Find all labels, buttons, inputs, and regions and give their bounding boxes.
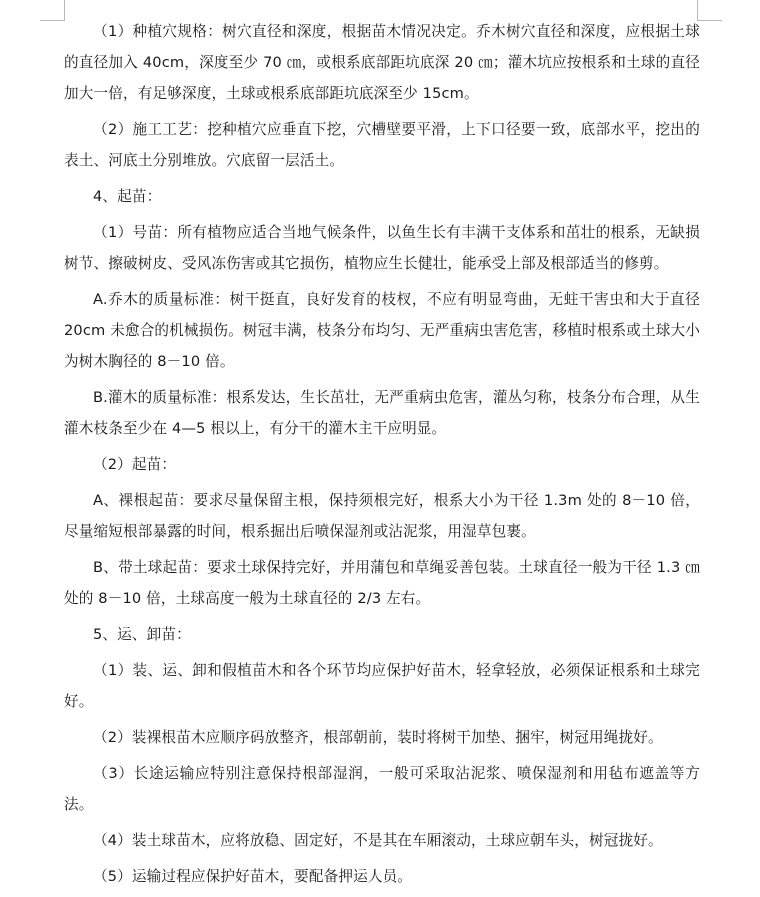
page-corner-mark-top-left [40,0,65,21]
paragraph-handling-protection: （1）装、运、卸和假植苗木和各个环节均应保护好苗木，轻拿轻放，必须保证根系和土球完好。 [64,662,700,710]
paragraph-construction-process: （2）施工工艺：挖种植穴应垂直下挖，穴槽壁要平滑，上下口径要一致，底部水平，挖出的表土、河底土分别堆放。穴底留一层活土。 [64,121,700,169]
paragraph-marking-seedlings: （1）号苗：所有植物应适合当地气候条件，以鱼生长有丰满干支体系和茁壮的根系，无缺损树节、擦破树皮、受风冻伤害或其它损伤，植物应生长健壮，能承受上部及根部适当的修剪。 [64,224,700,272]
paragraph-bare-root-lifting: A、裸根起苗：要求尽量保留主根，保持须根完好，根系大小为干径 1.3m 处的 8－10 倍，尽量缩短根部暴露的时间，根系掘出后喷保湿剂或沾泥浆，用湿草包裹。 [64,492,700,540]
section-heading-transport-unloading: 5、运、卸苗： [93,626,191,643]
paragraph-bare-root-loading: （2）装裸根苗木应顺序码放整齐，根部朝前，装时将树干加垫、捆牢，树冠用绳拢好。 [93,729,663,746]
paragraph-long-distance-transport: （3）长途运输应特别注意保持根部湿润，一般可采取沾泥浆、喷保湿剂和用毡布遮盖等方法。 [64,765,700,813]
paragraph-planting-pit-spec: （1）种植穴规格：树穴直径和深度，根据苗木情况决定。乔木树穴直径和深度，应根据土球的直径加入 40cm，深度至少 70 ㎝，或根系底部距坑底深 20 ㎝；灌木坑应按根系和土球的直径加大一倍，有足够深度，土球或根系底部距坑底深至少 15cm。 [64,23,700,102]
paragraph-root-ball-loading: （4）装土球苗木，应将放稳、固定好，不是其在车厢滚动，土球应朝车头，树冠拢好。 [93,832,663,849]
paragraph-root-ball-lifting: B、带土球起苗：要求土球保持完好，并用蒲包和草绳妥善包装。土球直径一般为干径 1.3 ㎝处的 8－10 倍，土球高度一般为土球直径的 2/3 左右。 [64,559,700,607]
page-corner-mark-top-right [697,0,722,21]
document-body [64,16,700,897]
subheading-lifting: （2）起苗： [93,456,177,473]
paragraph-shrub-quality-standard: B.灌木的质量标准：根系发达，生长茁壮，无严重病虫危害，灌丛匀称，枝条分布合理，从生灌木枝条至少在 4—5 根以上，有分干的灌木主干应明显。 [64,389,700,437]
paragraph-tree-quality-standard: A.乔木的质量标准：树干挺直，良好发育的枝杈，不应有明显弯曲，无蛀干害虫和大于直径 20cm 未愈合的机械损伤。树冠丰满，枝条分布均匀、无严重病虫害危害，移植时根系或土球大小为树木胸径的 8－10 倍。 [64,291,700,370]
paragraph-transport-escort: （5）运输过程应保护好苗木，要配备押运人员。 [93,868,413,885]
section-heading-lifting-seedlings: 4、起苗： [93,188,162,205]
